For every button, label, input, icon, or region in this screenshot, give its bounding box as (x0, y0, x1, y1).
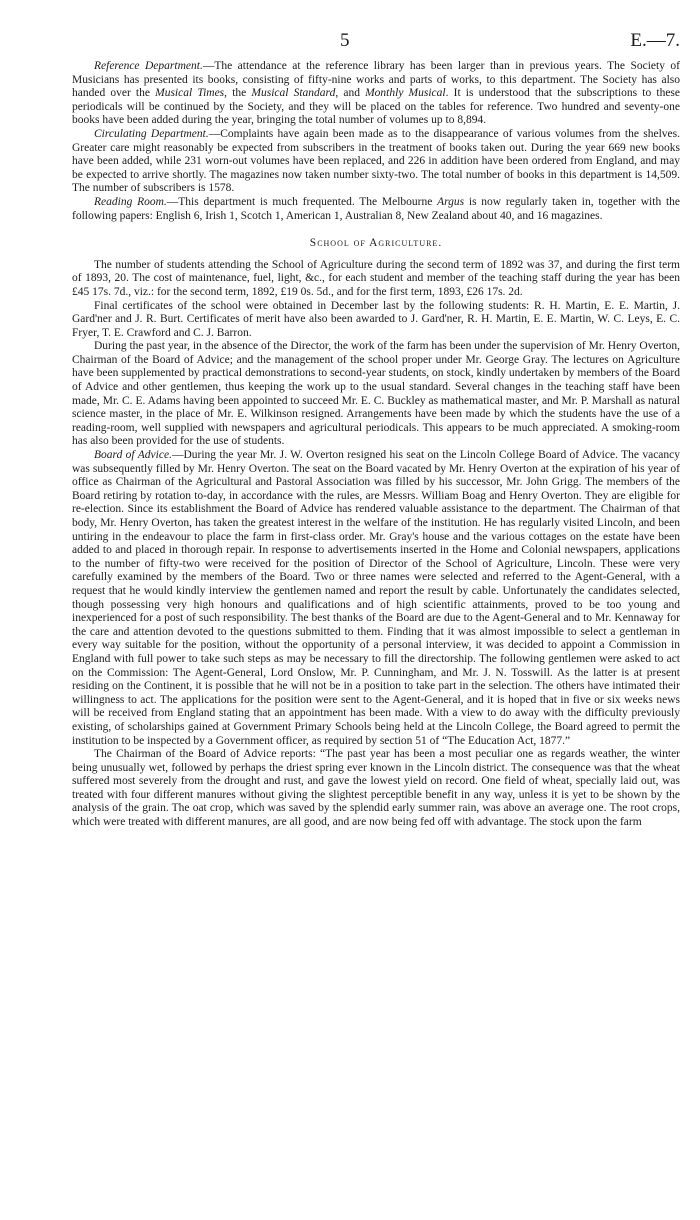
periodical-title: Musical Times (155, 87, 225, 100)
paragraph-farm-work: During the past year, in the absence of the Director, the work of the farm has been under the supervision of Mr. Henry Overton, Chairman of the Board of Advice; and the management of the school proper under Mr. George Gray. The lectures on Agriculture have been supplemented by practical demonstrations to second-year students, on stock, kindly undertaken by members of the Board of Advice and other gentlemen, thus keeping the work up to the usual standard. Several changes in the teaching staff have been made, Mr. C. E. Adams having been appointed to succeed Mr. E. C. Buckley as mathematical master, and Mr. P. Marshall as natural science master, in the place of Mr. E. Wilkinson resigned. Arrangements have been made by which the students have the use of a reading-room, well supplied with newspapers and agricultural periodicals. This appears to be much appreciated. A smoking-room has also been provided for the use of students. (72, 340, 680, 448)
section-lead: Board of Advice. (94, 449, 172, 462)
paragraph-certificates: Final certificates of the school were obtained in December last by the following students: R. H. Martin, E. E. Martin, J. Gard'ner and J. R. Burt. Certificates of merit have also been awarded to J. Gard'ner, R. H. Martin, E. E. Martin, W. C. Leys, E. C. Fryer, T. E. Crawford and C. J. Barron. (72, 299, 680, 339)
text-run: —This department is much frequented. The Melbourne (166, 195, 438, 208)
periodical-title: Musical Standard (251, 87, 336, 100)
text-run: , the (224, 87, 252, 100)
section-lead: Reading Room. (94, 195, 167, 208)
periodical-title: Argus (437, 195, 465, 208)
section-heading: School of Agriculture. (309, 237, 443, 250)
paragraph-circulating-department (72, 128, 680, 196)
page-header (72, 30, 680, 60)
text-run: is now regularly taken in, together with the following papers: English 6, Irish 1, Scotch 1, American 1, Australian 8, New Zealand about 40, and 16 magazines. (72, 195, 680, 222)
page-number: 5 (340, 30, 350, 51)
text-run: —Complaints have again been made as to the disappearance of various volumes from the shelves. Greater care might reasonably be expected from subscribers in the treatment of books taken out. During the year 669 new books have been added, while 231 worn-out volumes have been replaced, and 226 in addition have been ordered from England, and may be expected to arrive shortly. The magazines now taken number sixty-two. The total number of books in this department is 14,509. The number of subscribers is 1578. (72, 127, 680, 195)
paragraph-reference-department (72, 60, 680, 128)
paragraph-chairman-report: The Chairman of the Board of Advice reports: “The past year has been a most peculiar one as regards weather, the winter being unusually wet, followed by perhaps the driest spring ever known in the Lincoln district. The consequence was that the wheat suffered most severely from the drought and rust, and gave the lowest yield on record. One field of wheat, specially laid out, was treated with four different manures without giving the slightest perceptible benefit in any way, unless it is yet to be shown by the analysis of the grain. The oat crop, which was saved by the splendid early summer rain, was above an average one. The root crops, which were treated with different manures, are all good, and are now being fed off with advantage. The stock upon the farm (72, 748, 680, 829)
document-page (72, 30, 680, 830)
section-lead: Circulating Department. (94, 127, 209, 140)
paragraph-reading-room (72, 196, 680, 223)
text-run: . It is understood that the subscriptions to these periodicals will be continued by the Society, and they will be placed on the tables for reference. Two hundred and seventy-one books have been added during the year, bringing the total number of volumes up to 8,894. (72, 87, 681, 127)
text-run: —During the year Mr. J. W. Overton resigned his seat on the Lincoln College Board of Advice. The vacancy was subsequently filled by Mr. Henry Overton. The seat on the Board vacated by Mr. Henry Overton at the expiration of his year of office as Chairman of the Agricultural and Pastoral Association was filled by his successor, Mr. John Grigg. The members of the Board retiring by rotation to-day, in accordance with the rules, are Messrs. William Boag and Henry Overton. They are eligible for re-election. Since its establishment the Board of Advice has rendered valuable assistance to the department. The Chairman of that body, Mr. Henry Overton, has taken the greatest interest in the welfare of the institution. He has regularly visited Lincoln, and been untiring in the endeavour to place the farm in first-class order. Mr. Gray's house and the various cottages on the estate have been added to and placed in thorough repair. In response to advertisements inserted in the Home and Colonial newspapers, applications to the number of fifty-two were received for the position of Director of the School of Agriculture, Lincoln. These were very carefully examined by the members of the Board. Two or three names were selected and referred to the Agent-General, with a request that he would kindly interview the gentlemen named and report the result by cable. Unfortunately the candidates selected, though possessing very high honours and qualifications and of high scientific attainments, proved to be too young and inexperienced for a post of such responsibility. The best thanks of the Board are due to the Agent-General and to Mr. Kennaway for the care and attention devoted to the questions submitted to them. Finding that it was almost impossible to select a gentleman in every way suitable for the position, without the opportunity of a personal interview, it was decided to appoint a Commission in England with full power to take such steps as may be necessary to fill the directorship. The following gentlemen were asked to act on the Commission: The Agent-General, Lord Onslow, Mr. P. Cunningham, and Mr. J. N. Tosswill. As the latter is at present residing on the Continent, it is possible that he will not be in a position to take part in the selection. The others have intimated their willingness to act. The applications for the position were sent to the Agent-General, and it is hoped that in five or six weeks news will be received from England stating that an appointment has been made. With a view to do away with the difficulty previously existing, of scholarships gained at Government Primary Schools being held at the Lincoln College, the Board agreed to permit the institution to be inspected by a Government officer, as required by section 51 of “The Education Act, 1877.” (72, 449, 681, 747)
body-text (72, 60, 680, 830)
document-code: E.—7. (630, 30, 680, 51)
paragraph-students: The number of students attending the School of Agriculture during the second term of 1892 was 37, and during the first term of 1893, 20. The cost of maintenance, fuel, light, &c., for each student and member of the teaching staff during the year has been £45 17s. 7d., viz.: for the second term, 1892, £19 0s. 5d., and for the first term, 1893, £26 17s. 2d. (72, 258, 680, 298)
paragraph-board-of-advice (72, 449, 680, 748)
text-run: , and (335, 87, 366, 100)
text-run: —The attendance at the reference library has been larger than in previous years. The Society of Musicians has presented its books, consisting of fifty-nine works and parts of works, to this department. The Society has also handed over the (72, 60, 680, 100)
section-lead: Reference Department. (94, 60, 203, 72)
periodical-title: Monthly Musical (365, 87, 446, 100)
